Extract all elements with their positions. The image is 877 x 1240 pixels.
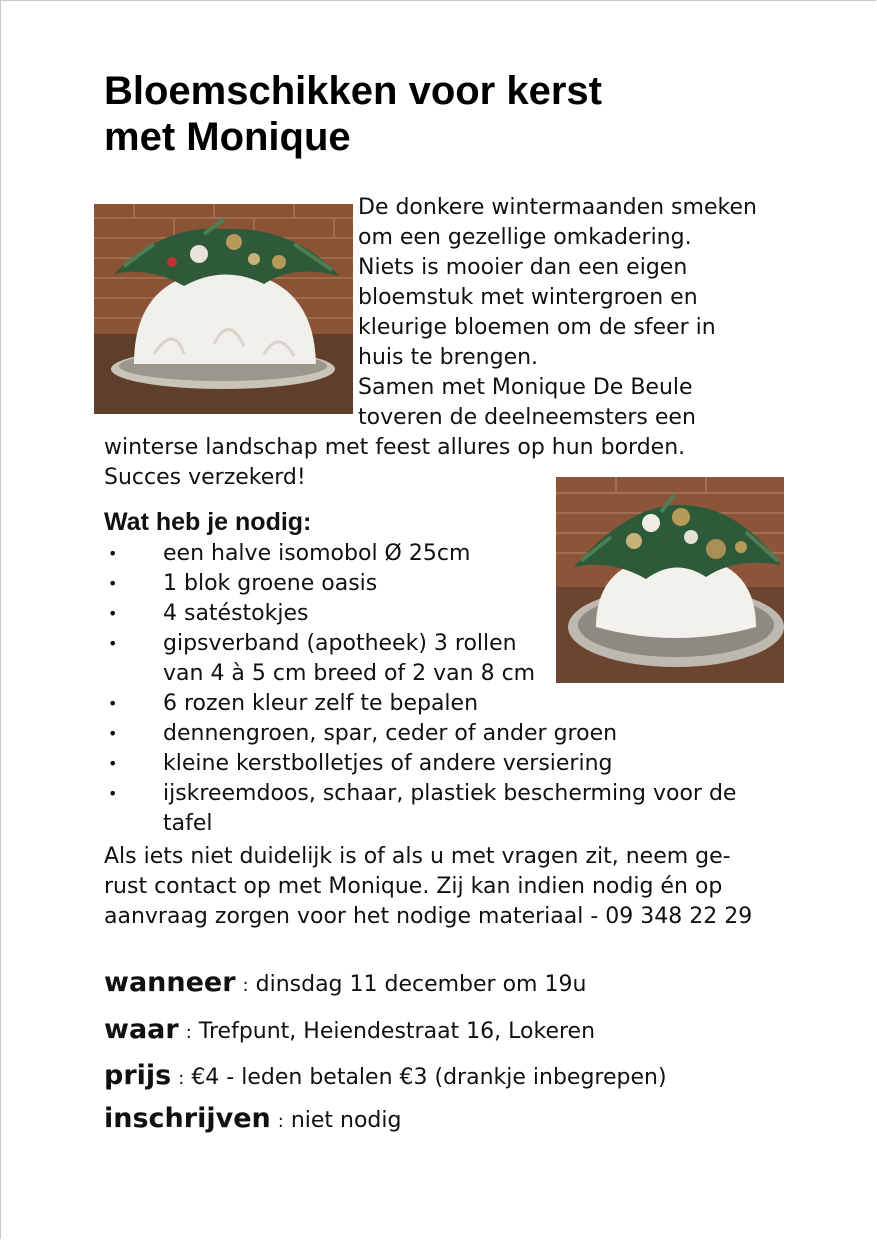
info-label: wanneer (104, 967, 236, 998)
contact-paragraph (104, 842, 764, 932)
bullet-icon: • (108, 754, 118, 773)
info-separator: : (277, 1111, 284, 1132)
intro-line: toveren de deelneemsters een (358, 405, 696, 430)
info-separator: : (178, 1068, 185, 1089)
intro-line: kleurige bloemen om de sfeer in (358, 315, 716, 340)
needs-list (104, 539, 764, 839)
page-title (104, 68, 744, 160)
item-text-continued: van 4 à 5 cm breed of 2 van 8 cm (163, 661, 536, 686)
item-text: kleine kerstbolletjes of andere versiering (163, 751, 613, 776)
info-label: prijs (104, 1060, 172, 1091)
contact-line: aanvraag zorgen voor het nodige materiaal - 09 348 22 29 (104, 904, 753, 929)
info-separator: : (185, 1022, 192, 1043)
item-text: dennengroen, spar, ceder of ander groen (163, 721, 618, 746)
info-value: niet nodig (290, 1108, 402, 1133)
contact-line: rust contact op met Monique. Zij kan indien nodig én op (104, 874, 723, 899)
title-line-1: Bloemschikken voor kerst (104, 69, 602, 113)
list-item (104, 779, 764, 839)
list-item (104, 629, 764, 689)
intro-line: winterse landschap met feest allures op hun borden. (104, 435, 686, 460)
info-waar (104, 1015, 595, 1048)
bullet-icon: • (108, 604, 118, 623)
info-wanneer (104, 968, 586, 1001)
photo-float-spacer (104, 193, 358, 433)
item-text: een halve isomobol Ø 25cm (163, 541, 471, 566)
bullet-icon: • (108, 724, 118, 743)
contact-line: Als iets niet duidelijk is of als u met vragen zit, neem ge- (104, 844, 731, 869)
bullet-icon: • (108, 784, 118, 803)
intro-line: Niets is mooier dan een eigen (358, 255, 688, 280)
intro-text (104, 193, 769, 493)
list-item (104, 719, 764, 749)
intro-line: huis te brengen. (358, 345, 539, 370)
info-value: dinsdag 11 december om 19u (255, 972, 587, 997)
info-value: €4 - leden betalen €3 (drankje inbegrepen) (191, 1065, 667, 1090)
item-text: 4 satéstokjes (163, 601, 309, 626)
intro-line: Succes verzekerd! (104, 465, 306, 490)
item-text: ijskreemdoos, schaar, plastiek bescherming voor de (163, 781, 737, 806)
list-item (104, 539, 764, 569)
bullet-icon: • (108, 634, 118, 653)
intro-line: De donkere wintermaanden smeken (358, 195, 757, 220)
bullet-icon: • (108, 694, 118, 713)
info-label: waar (104, 1014, 179, 1045)
info-label: inschrijven (104, 1103, 271, 1134)
list-item (104, 569, 764, 599)
info-value: Trefpunt, Heiendestraat 16, Lokeren (198, 1019, 596, 1044)
intro-line: bloemstuk met wintergroen en (358, 285, 698, 310)
bullet-icon: • (108, 574, 118, 593)
bullet-icon: • (108, 544, 118, 563)
intro-line: om een gezellige omkadering. (358, 225, 692, 250)
item-text: 1 blok groene oasis (163, 571, 378, 596)
info-prijs (104, 1061, 667, 1094)
item-text: 6 rozen kleur zelf te bepalen (163, 691, 479, 716)
intro-line: Samen met Monique De Beule (358, 375, 693, 400)
item-text: gipsverband (apotheek) 3 rollen (163, 631, 517, 656)
needs-heading: Wat heb je nodig: (104, 508, 312, 536)
list-item (104, 689, 764, 719)
list-item (104, 599, 764, 629)
info-separator: : (242, 975, 249, 996)
item-text-continued: tafel (163, 811, 213, 836)
title-line-2: met Monique (104, 115, 351, 159)
info-inschrijven (104, 1104, 401, 1137)
list-item (104, 749, 764, 779)
